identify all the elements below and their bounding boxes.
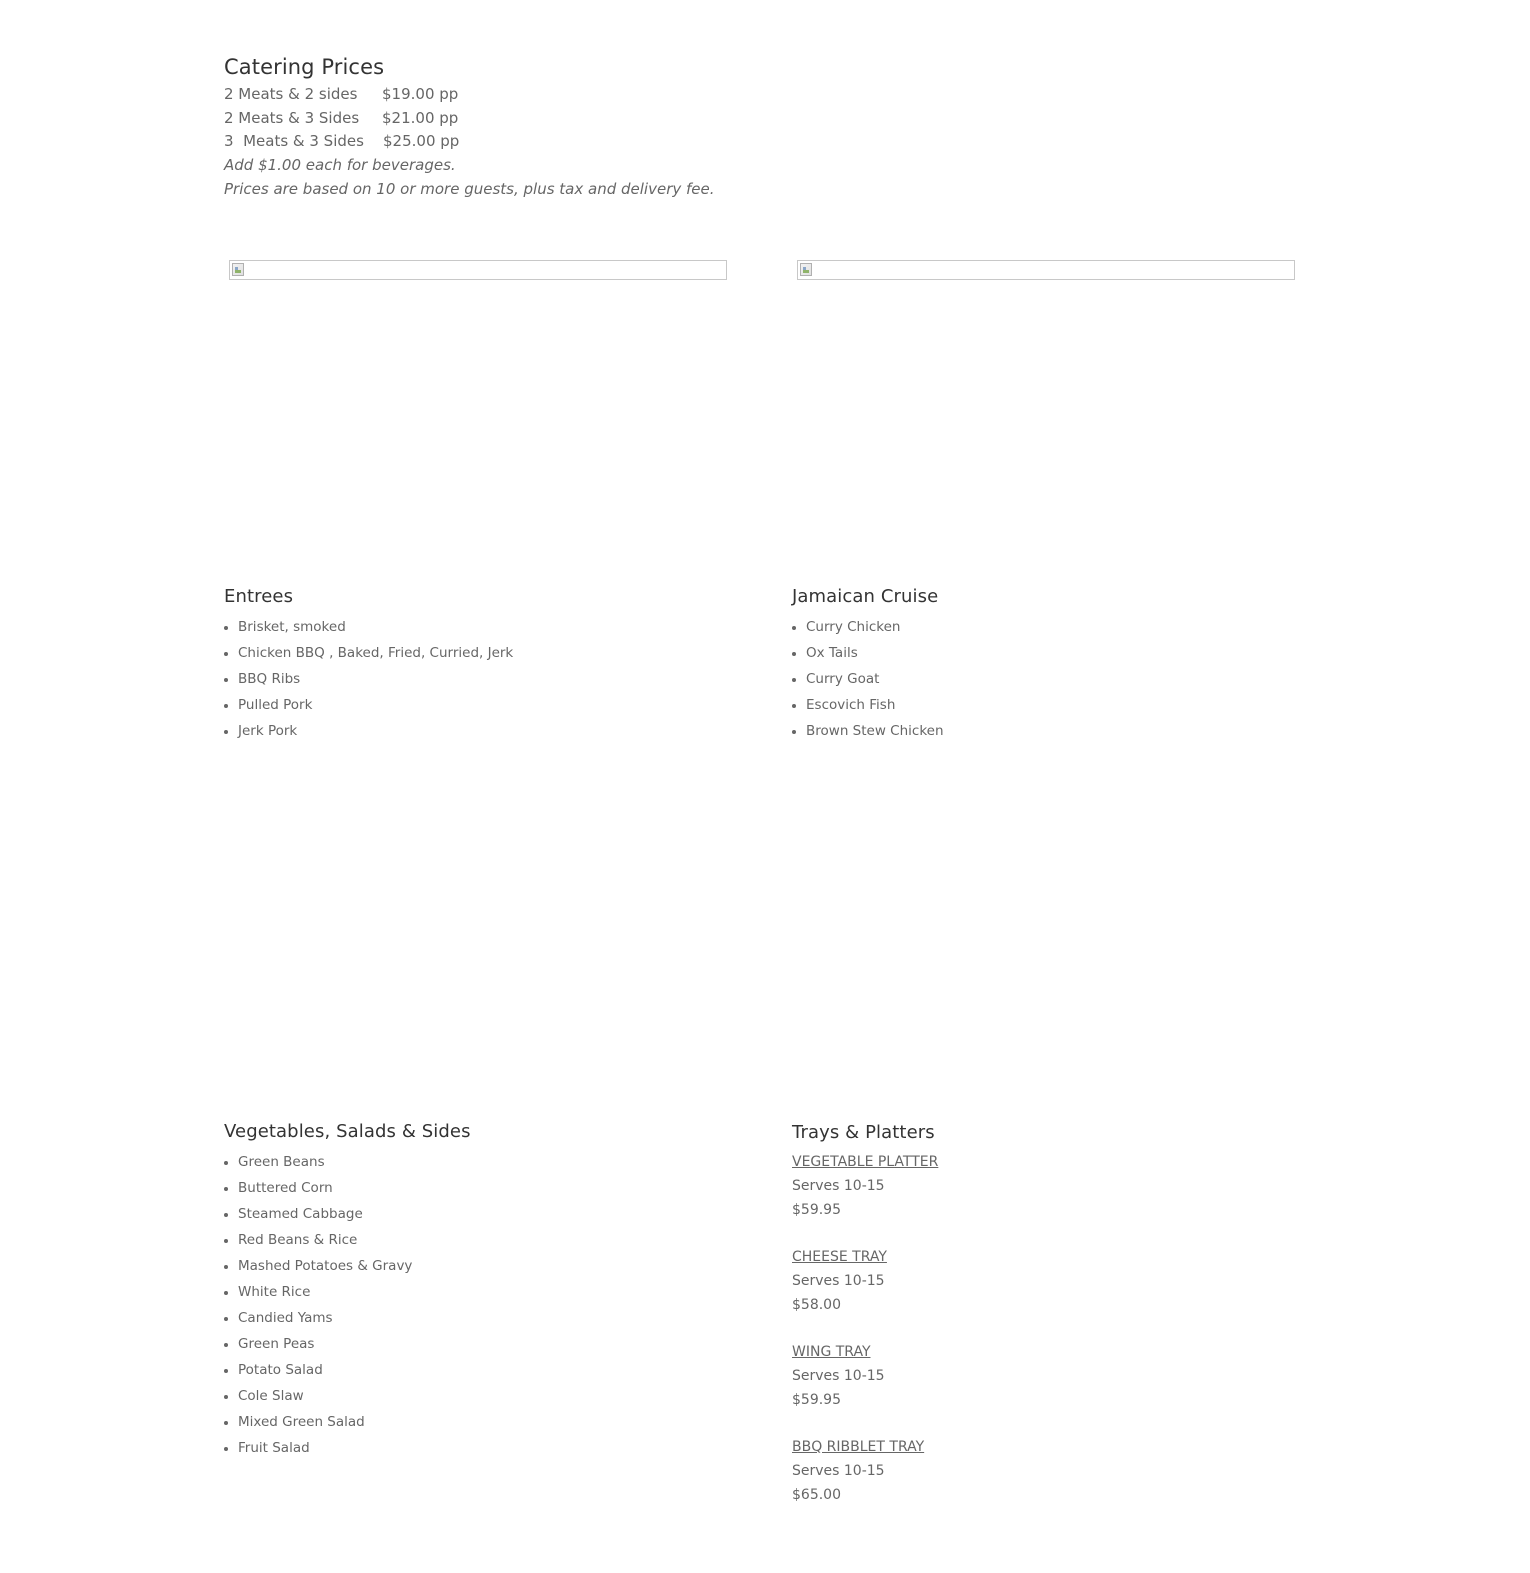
tray-serves: Serves 10-15 — [792, 1463, 885, 1479]
tray-name: VEGETABLE PLATTER — [792, 1154, 939, 1170]
price-list — [224, 82, 924, 153]
price-row — [224, 82, 924, 106]
tray-price: $58.00 — [792, 1297, 841, 1313]
price-row — [224, 129, 924, 153]
tray-serves: Serves 10-15 — [792, 1368, 885, 1384]
broken-image-icon — [800, 263, 812, 276]
sides-section — [224, 1119, 744, 1461]
tray-name: CHEESE TRAY — [792, 1249, 887, 1265]
list-item: • Cole Slaw — [238, 1383, 744, 1409]
image-placeholder-right — [797, 260, 1295, 280]
list-item: • White Rice — [238, 1279, 744, 1305]
catering-prices-block — [224, 52, 924, 201]
list-item: • Fruit Salad — [238, 1435, 744, 1461]
tray-name: BBQ RIBBLET TRAY — [792, 1439, 925, 1455]
tray-price: $59.95 — [792, 1202, 841, 1218]
pricing-basis-note: Prices are based on 10 or more guests, plus tax and delivery fee. — [224, 179, 715, 198]
jamaican-cruise-section — [792, 584, 1312, 744]
price-row — [224, 106, 924, 130]
jamaican-cruise-title: Jamaican Cruise — [792, 586, 939, 607]
trays-section — [792, 1120, 1312, 1507]
list-item: • Pulled Pork — [238, 692, 744, 718]
list-item: • Mixed Green Salad — [238, 1409, 744, 1435]
tray-item — [792, 1150, 1312, 1222]
entrees-section — [224, 584, 744, 744]
price-row-price: $25.00 pp — [383, 132, 460, 150]
image-placeholder-left — [229, 260, 727, 280]
price-row-price: $21.00 pp — [382, 108, 459, 127]
tray-serves: Serves 10-15 — [792, 1273, 885, 1289]
tray-item — [792, 1245, 1312, 1317]
tray-item — [792, 1435, 1312, 1507]
price-row-price: $19.00 pp — [382, 85, 459, 103]
beverage-note: Add $1.00 each for beverages. — [224, 155, 456, 174]
entrees-title: Entrees — [224, 586, 294, 607]
list-item: • Candied Yams — [238, 1305, 744, 1331]
list-item: • Steamed Cabbage — [238, 1201, 744, 1227]
list-item: • Green Peas — [238, 1331, 744, 1357]
tray-price: $65.00 — [792, 1487, 841, 1503]
catering-prices-title: Catering Prices — [224, 55, 385, 79]
list-item: • Curry Chicken — [806, 614, 1312, 640]
sides-title: Vegetables, Salads & Sides — [224, 1121, 471, 1142]
list-item: • Escovich Fish — [806, 692, 1312, 718]
trays-title: Trays & Platters — [792, 1122, 935, 1143]
list-item: • Mashed Potatoes & Gravy — [238, 1253, 744, 1279]
trays-list — [792, 1150, 1312, 1507]
list-item: • Potato Salad — [238, 1357, 744, 1383]
list-item: • Red Beans & Rice — [238, 1227, 744, 1253]
list-item: • Brisket, smoked — [238, 614, 744, 640]
list-item: • Buttered Corn — [238, 1175, 744, 1201]
price-row-label: 2 Meats & 2 sides — [224, 85, 358, 103]
tray-name: WING TRAY — [792, 1344, 871, 1360]
list-item: • Chicken BBQ , Baked, Fried, Curried, Jerk — [238, 640, 744, 666]
price-row-label: 2 Meats & 3 Sides — [224, 108, 360, 127]
list-item: • Green Beans — [238, 1149, 744, 1175]
broken-image-icon — [232, 263, 244, 276]
list-item: • BBQ Ribs — [238, 666, 744, 692]
tray-item — [792, 1340, 1312, 1412]
list-item: • Jerk Pork — [238, 718, 744, 744]
tray-serves: Serves 10-15 — [792, 1178, 885, 1194]
price-row-label: 3 Meats & 3 Sides — [224, 132, 364, 150]
jamaican-cruise-list — [792, 614, 1312, 744]
sides-list — [224, 1149, 744, 1461]
entrees-list — [224, 614, 744, 744]
list-item: • Brown Stew Chicken — [806, 718, 1312, 744]
list-item: • Curry Goat — [806, 666, 1312, 692]
tray-price: $59.95 — [792, 1392, 841, 1408]
list-item: • Ox Tails — [806, 640, 1312, 666]
